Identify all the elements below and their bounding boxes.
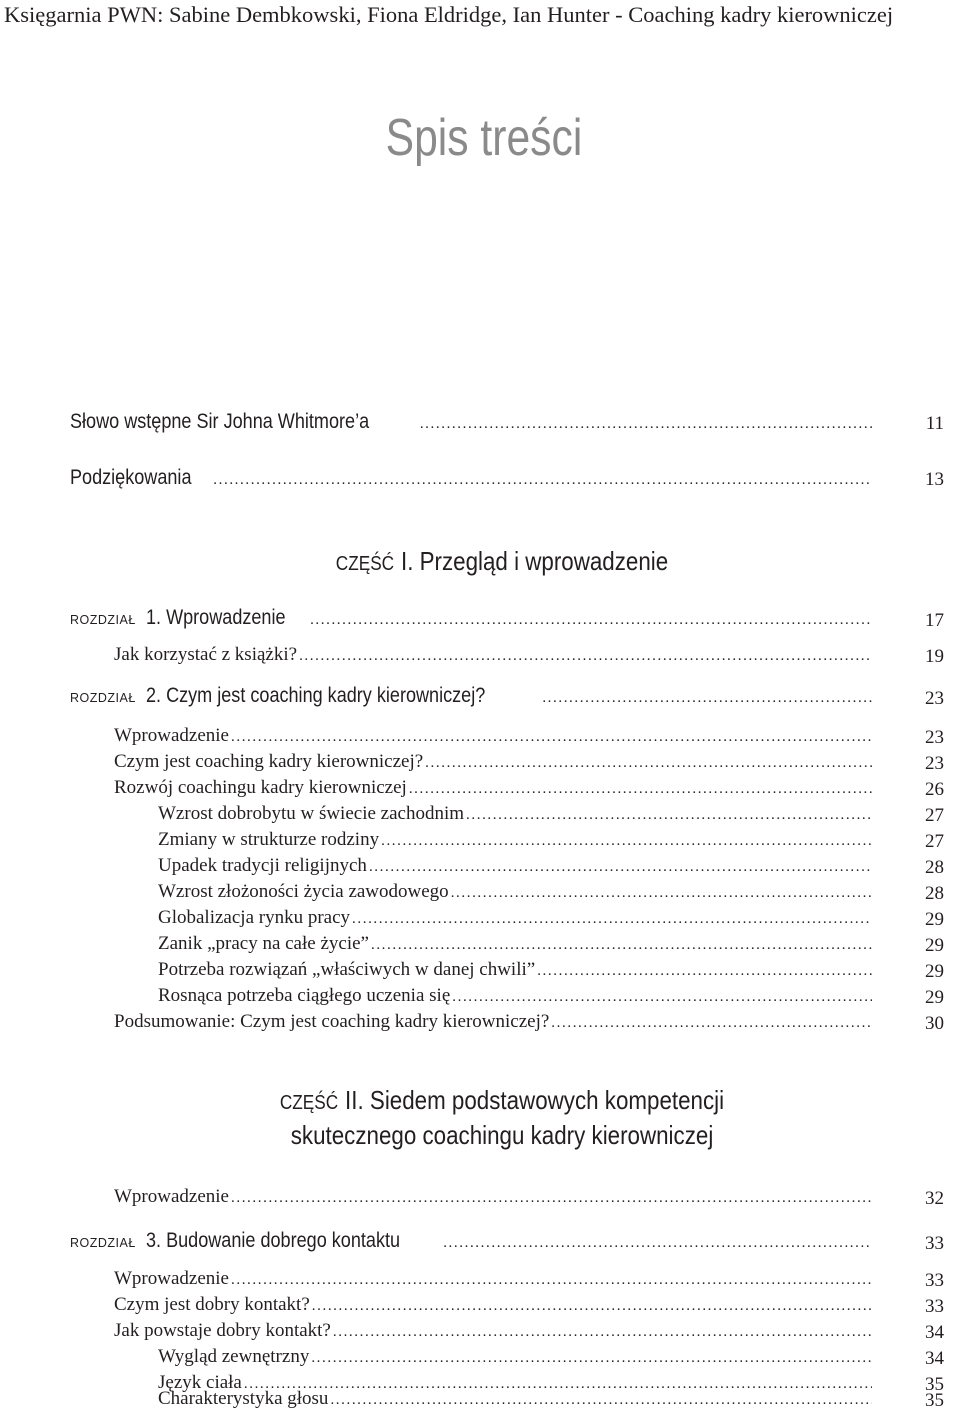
toc-entry-label: Wzrost złożoności życia zawodowego	[158, 881, 449, 902]
toc-entry[interactable]	[114, 1011, 872, 1037]
leader-dots	[299, 648, 872, 665]
toc-entry-label: Jak powstaje dobry kontakt?	[114, 1320, 331, 1341]
leader-dots	[542, 690, 872, 707]
chapter-prefix: ROZDZIAŁ	[70, 1236, 136, 1250]
toc-page-number: 34	[925, 1348, 944, 1369]
leader-dots	[551, 1015, 872, 1032]
part-title: I. Przegląd i wprowadzenie	[400, 546, 669, 576]
toc-page-number: 29	[925, 909, 944, 930]
toc-page-number: 33	[925, 1296, 944, 1317]
leader-dots	[452, 989, 872, 1006]
toc-entry-label: Potrzeba rozwiązań „właściwych w danej chwili”	[158, 959, 536, 980]
toc-page-number: 29	[925, 987, 944, 1008]
toc-page-number: 28	[925, 883, 944, 904]
toc-page-number: 28	[925, 857, 944, 878]
toc-entry[interactable]	[114, 1186, 872, 1212]
part-prefix: CZĘŚĆ	[335, 553, 395, 575]
toc-page-number: 27	[925, 831, 944, 852]
toc-entry-label: Upadek tradycji religijnych	[158, 855, 367, 876]
toc-subentry[interactable]	[158, 959, 872, 985]
leader-dots	[330, 1392, 872, 1409]
toc-entry-label: Wprowadzenie	[114, 1268, 229, 1289]
toc-page-number: 13	[925, 469, 944, 490]
toc-page-number: 35	[925, 1390, 944, 1411]
toc-page-number: 30	[925, 1013, 944, 1034]
toc-subentry[interactable]	[158, 1346, 872, 1372]
toc-page-number: 27	[925, 805, 944, 826]
toc-entry-label: Słowo wstępne Sir Johna Whitmore’a	[70, 410, 370, 433]
toc-entry-label: Zmiany w strukturze rodziny	[158, 829, 380, 850]
toc-subentry[interactable]	[158, 829, 872, 855]
toc-subentry[interactable]	[158, 855, 872, 881]
toc-page-number: 23	[925, 688, 944, 709]
page-header: Księgarnia PWN: Sabine Dembkowski, Fiona Eldridge, Ian Hunter - Coaching kadry kierowniczej	[4, 2, 894, 27]
toc-entry-label: 1. Wprowadzenie	[145, 606, 286, 629]
toc-page-number: 33	[925, 1233, 944, 1254]
toc-page-number: 34	[925, 1322, 944, 1343]
toc-entry-acknowledgements[interactable]	[70, 466, 872, 492]
page-title: Spis treści	[385, 109, 583, 167]
toc-entry-label: Podsumowanie: Czym jest coaching kadry kierowniczej?	[114, 1011, 550, 1032]
leader-dots	[369, 859, 872, 876]
toc-page-number: 29	[925, 935, 944, 956]
toc-subentry[interactable]	[158, 907, 872, 933]
toc-entry-label: Rosnąca potrzeba ciągłego uczenia się	[158, 985, 451, 1006]
toc-entry-label: 3. Budowanie dobrego kontaktu	[145, 1229, 400, 1252]
toc-page-number: 11	[925, 413, 944, 434]
leader-dots	[310, 612, 872, 629]
toc-entry-label: Zanik „pracy na całe życie”	[158, 933, 369, 954]
part-title: II. Siedem podstawowych kompetencji	[345, 1085, 725, 1115]
toc-chapter-entry[interactable]	[70, 684, 872, 710]
toc-entry[interactable]	[114, 1320, 872, 1346]
leader-dots	[213, 472, 872, 489]
toc-entry[interactable]	[114, 725, 872, 751]
toc-subentry[interactable]	[158, 1388, 872, 1414]
part-heading-2-line2	[70, 1120, 933, 1151]
toc-page-number: 35	[925, 1374, 944, 1395]
leader-dots	[381, 833, 872, 850]
toc-subentry[interactable]	[158, 803, 872, 829]
chapter-prefix: ROZDZIAŁ	[70, 691, 136, 705]
toc-page-number: 17	[925, 610, 944, 631]
leader-dots	[231, 729, 872, 746]
leader-dots	[352, 911, 872, 928]
toc-entry[interactable]	[114, 751, 872, 777]
toc-subentry[interactable]	[158, 881, 872, 907]
leader-dots	[466, 807, 872, 824]
leader-dots	[443, 1235, 872, 1252]
toc-subentry[interactable]	[158, 933, 872, 959]
toc-entry-label: Globalizacja rynku pracy	[158, 907, 351, 928]
toc-page-number: 19	[925, 646, 944, 667]
toc-entry[interactable]	[114, 1268, 872, 1294]
leader-dots	[231, 1272, 872, 1289]
toc-entry-label: Wprowadzenie	[114, 725, 229, 746]
toc-page-number: 23	[925, 727, 944, 748]
toc-entry[interactable]	[114, 1294, 872, 1320]
leader-dots	[311, 1350, 872, 1367]
toc-entry[interactable]	[114, 777, 872, 803]
toc-entry-label: 2. Czym jest coaching kadry kierowniczej?	[145, 684, 486, 707]
leader-dots	[420, 416, 872, 433]
toc-entry-label: Język ciała	[158, 1372, 242, 1393]
toc-entry-label: Czym jest dobry kontakt?	[114, 1294, 310, 1315]
leader-dots	[333, 1324, 872, 1341]
toc-page-number: 32	[925, 1188, 944, 1209]
part-title-continued: skutecznego coachingu kadry kierowniczej	[290, 1120, 714, 1150]
toc-entry[interactable]	[114, 644, 872, 670]
toc-entry-label: Podziękowania	[70, 466, 192, 489]
toc-page-number: 33	[925, 1270, 944, 1291]
toc-entry-label: Czym jest coaching kadry kierowniczej?	[114, 751, 424, 772]
part-heading-2	[70, 1085, 933, 1116]
toc-chapter-entry[interactable]	[70, 1229, 872, 1255]
part-prefix: CZĘŚĆ	[279, 1092, 339, 1114]
leader-dots	[231, 1190, 872, 1207]
toc-entry-label: Jak korzystać z książki?	[114, 644, 298, 665]
leader-dots	[451, 885, 872, 902]
chapter-prefix: ROZDZIAŁ	[70, 613, 136, 627]
toc-entry-label: Wygląd zewnętrzny	[158, 1346, 310, 1367]
toc-page-number: 23	[925, 753, 944, 774]
toc-entry-label: Charakterystyka głosu	[158, 1388, 329, 1409]
toc-subentry[interactable]	[158, 985, 872, 1011]
leader-dots	[425, 755, 872, 772]
toc-page-number: 29	[925, 961, 944, 982]
leader-dots	[409, 781, 872, 798]
leader-dots	[312, 1298, 872, 1315]
part-heading-1	[70, 546, 933, 577]
toc-chapter-entry[interactable]	[70, 606, 872, 632]
toc-page-number: 26	[925, 779, 944, 800]
toc-entry-foreword[interactable]	[70, 410, 872, 436]
toc-entry-label: Wprowadzenie	[114, 1186, 229, 1207]
leader-dots	[371, 937, 872, 954]
toc-entry-label: Wzrost dobrobytu w świecie zachodnim	[158, 803, 465, 824]
toc-entry-label: Rozwój coachingu kadry kierowniczej	[114, 777, 407, 798]
leader-dots	[537, 963, 872, 980]
